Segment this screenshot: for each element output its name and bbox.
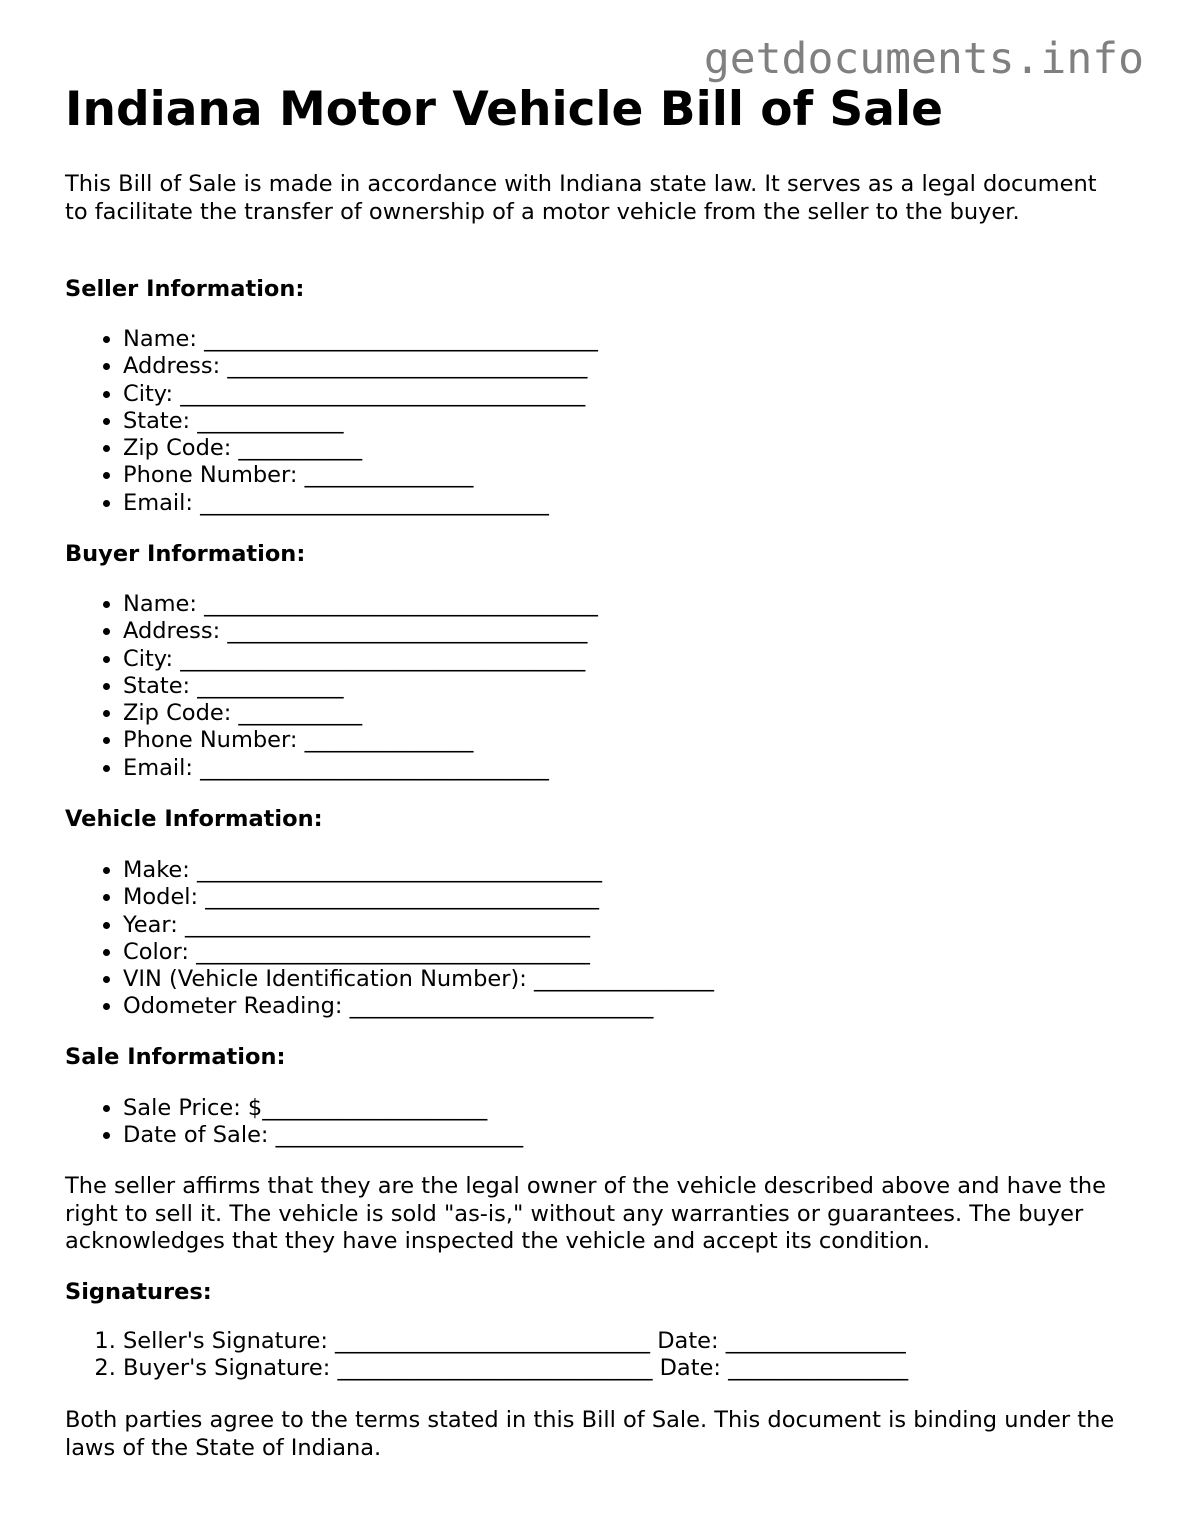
sale-section-heading: Sale Information:: [65, 1044, 286, 1070]
vehicle-vin-field: • VIN (Vehicle Identification Number): ________________: [123, 966, 714, 993]
vehicle-section-heading: Vehicle Information:: [65, 806, 323, 832]
buyer-address-field: • Address: ________________________________: [123, 618, 598, 645]
intro-paragraph: This Bill of Sale is made in accordance with Indiana state law. It serves as a legal document to facilitate the transfer of ownership of a motor vehicle from the seller to the buyer.: [65, 171, 1097, 225]
buyer-name-field: • Name: ___________________________________: [123, 591, 598, 618]
vehicle-fields-list: [65, 857, 714, 1021]
seller-email-field: • Email: _______________________________: [123, 490, 598, 517]
buyer-phone-field: • Phone Number: _______________: [123, 727, 598, 754]
buyer-signature-line: 2. Buyer's Signature: ____________________________ Date: ________________: [123, 1355, 908, 1382]
seller-name-field: • Name: ___________________________________: [123, 326, 598, 353]
seller-address-field: • Address: ________________________________: [123, 353, 598, 380]
signatures-list: [65, 1328, 908, 1383]
sale-date-field: • Date of Sale: ______________________: [123, 1122, 523, 1149]
sale-price-field: • Sale Price: $____________________: [123, 1095, 523, 1122]
affirmation-paragraph: The seller affirms that they are the legal owner of the vehicle described above and have the right to sell it. The vehicle is sold "as-is," without any warranties or guarantees. The buyer acknowledges that they have inspected the vehicle and accept its condition.: [65, 1173, 1106, 1254]
watermark: getdocuments.info: [703, 34, 1144, 84]
seller-state-field: • State: _____________: [123, 408, 598, 435]
seller-phone-field: • Phone Number: _______________: [123, 462, 598, 489]
buyer-fields-list: [65, 591, 598, 782]
document-title: Indiana Motor Vehicle Bill of Sale: [65, 82, 943, 137]
seller-section-heading: Seller Information:: [65, 276, 305, 302]
signatures-section-heading: Signatures:: [65, 1279, 212, 1305]
vehicle-year-field: • Year: ____________________________________: [123, 912, 714, 939]
seller-zip-field: • Zip Code: ___________: [123, 435, 598, 462]
vehicle-make-field: • Make: ____________________________________: [123, 857, 714, 884]
vehicle-color-field: • Color: ___________________________________: [123, 939, 714, 966]
buyer-section-heading: Buyer Information:: [65, 541, 306, 567]
vehicle-odometer-field: • Odometer Reading: ___________________________: [123, 993, 714, 1020]
seller-signature-line: 1. Seller's Signature: ____________________________ Date: ________________: [123, 1328, 908, 1355]
buyer-email-field: • Email: _______________________________: [123, 755, 598, 782]
vehicle-model-field: • Model: ___________________________________: [123, 884, 714, 911]
sale-fields-list: [65, 1095, 523, 1150]
buyer-state-field: • State: _____________: [123, 673, 598, 700]
seller-city-field: • City: ____________________________________: [123, 381, 598, 408]
closing-paragraph: Both parties agree to the terms stated in this Bill of Sale. This document is binding under the laws of the State of Indiana.: [65, 1407, 1115, 1461]
seller-fields-list: [65, 326, 598, 517]
buyer-city-field: • City: ____________________________________: [123, 646, 598, 673]
buyer-zip-field: • Zip Code: ___________: [123, 700, 598, 727]
